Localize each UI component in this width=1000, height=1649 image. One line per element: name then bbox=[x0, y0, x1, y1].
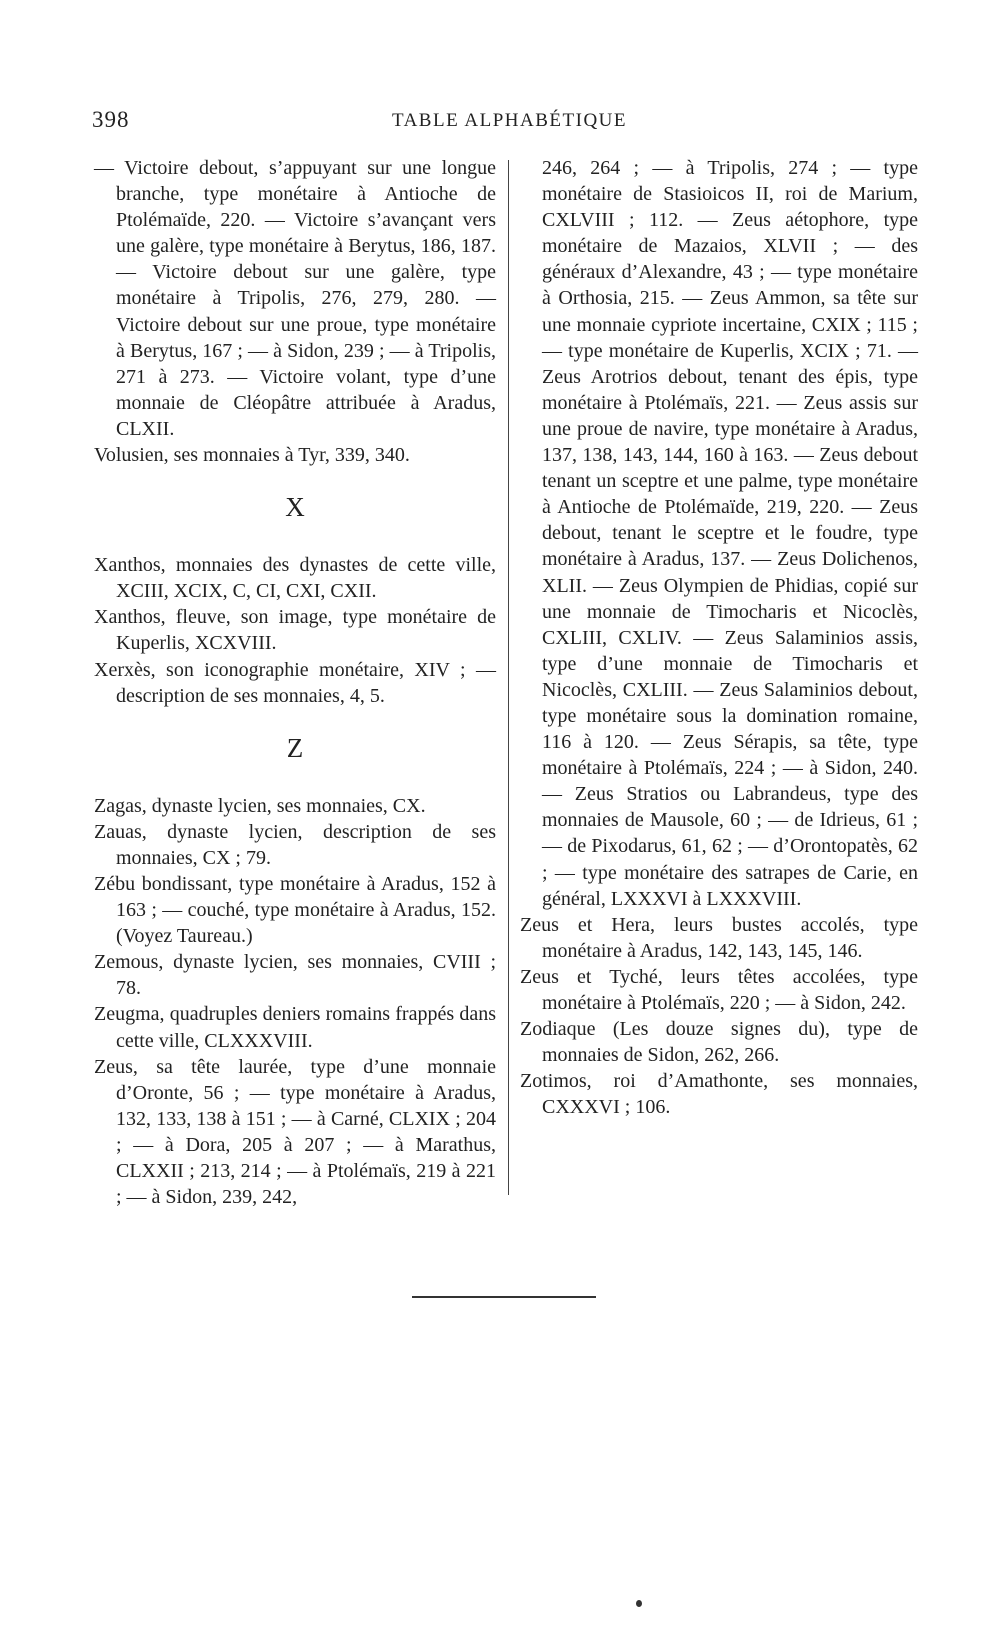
index-entry: Zeus, sa tête laurée, type d’une monnaie d’Oronte, 56 ; — type monétaire à Aradus, 132, 133, 138 à 151 ; — à Carné, CLXIX ; 204 ; — à Dora, 205 à 207 ; — à Marathus, CLXXII ; 213, 214 ; — à Ptolémaïs, 219 à 221 ; — à Sidon, 239, 242, bbox=[94, 1055, 496, 1209]
index-entry: Zagas, dynaste lycien, ses monnaies, CX. bbox=[94, 794, 426, 817]
index-entry: Zotimos, roi d’Amathonte, ses monnaies, CXXXVI ; 106. bbox=[520, 1070, 918, 1119]
index-entry: Zemous, dynaste lycien, ses monnaies, CVIII ; 78. bbox=[94, 951, 496, 1000]
index-entry-continued: 246, 264 ; — à Tripolis, 274 ; — type monétaire de Stasioicos II, roi de Marium, CXLVIII ; 112. — Zeus aétophore, type monétaire de Mazaios, XLVII ; — des généraux d’Alexandre, 43 ; — type monétaire à Orthosia, 215. — Zeus Ammon, sa tête sur une monnaie cypriote incertaine, CXIX ; 115 ; — type monétaire de Kuperlis, XCIX ; 71. — Zeus Arotrios debout, tenant des épis, type monétaire à Ptolémaïs, 221. — Zeus assis sur une proue de navire, type monétaire à Aradus, 137, 138, 143, 144, 160 à 163. — Zeus debout tenant un sceptre et une palme, type monétaire à Antioche de Ptolémaïde, 219, 220. — Zeus debout, tenant le sceptre et le foudre, type monétaire à Aradus, 137. — Zeus Dolichenos, XLII. — Zeus Olympien de Phidias, copié sur une monnaie de Timocharis et Nicoclès, CXLIII, CXLIV. — Zeus Salaminios assis, type d’une monnaie de Timocharis et Nicoclès, CXLIII. — Zeus Salaminios debout, type monétaire sous la domination romaine, 116 à 120. — Zeus Sérapis, sa tête, type monétaire à Ptolémaïs, 224 ; — à Sidon, 240. — Zeus Stratios ou Labrandeus, type des monnaies de Mausole, 60 ; — de Idrieus, 61 ; — de Pixodarus, 61, 62 ; — d’Orontopatès, 62 ; — type monétaire des satrapes de Carie, en général, LXXXVI à LXXXVIII. bbox=[542, 157, 918, 910]
left-column bbox=[94, 155, 496, 1210]
index-entry: Xerxès, son iconographie monétaire, XIV ; — description de ses monnaies, 4, 5. bbox=[94, 658, 496, 707]
index-entry: Zeus et Tyché, leurs têtes accolées, type monétaire à Ptolémaïs, 220 ; — à Sidon, 242. bbox=[520, 965, 918, 1014]
right-column bbox=[520, 155, 918, 1120]
index-entry: Zeugma, quadruples deniers romains frappés dans cette ville, CLXXXVIII. bbox=[94, 1003, 496, 1052]
index-entry: Zébu bondissant, type monétaire à Aradus, 152 à 163 ; — couché, type monétaire à Aradus, 152. (Voyez Taureau.) bbox=[94, 872, 496, 948]
index-entry: Zeus et Hera, leurs bustes accolés, type monétaire à Aradus, 142, 143, 145, 146. bbox=[520, 913, 918, 962]
index-entry: Zodiaque (Les douze signes du), type de monnaies de Sidon, 262, 266. bbox=[520, 1018, 918, 1067]
index-entry: Xanthos, monnaies des dynastes de cette ville, XCIII, XCIX, C, CI, CXI, CXII. bbox=[94, 554, 496, 603]
index-entry: Zauas, dynaste lycien, description de ses monnaies, CX ; 79. bbox=[94, 820, 496, 869]
end-rule bbox=[412, 1296, 596, 1298]
index-entry: — Victoire debout, s’appuyant sur une longue branche, type monétaire à Antioche de Ptolémaïde, 220. — Victoire s’avançant vers une galère, type monétaire à Berytus, 186, 187. — Victoire debout sur une galère, type monétaire à Tripolis, 276, 279, 280. — Victoire debout sur une proue, type monétaire à Berytus, 167 ; — à Sidon, 239 ; — à Tripolis, 271 à 273. — Victoire volant, type d’une monnaie de Cléopâtre attribuée à Aradus, CLXII. bbox=[94, 157, 496, 440]
section-letter-z: Z bbox=[286, 732, 304, 763]
section-letter-x: X bbox=[285, 492, 305, 523]
running-title: TABLE ALPHABÉTIQUE bbox=[392, 110, 627, 131]
index-entry: Xanthos, fleuve, son image, type monétaire de Kuperlis, XCXVIII. bbox=[94, 606, 496, 655]
column-divider bbox=[508, 160, 509, 1195]
page-number: 398 bbox=[92, 107, 130, 132]
index-entry: Volusien, ses monnaies à Tyr, 339, 340. bbox=[94, 444, 410, 467]
page-mark-dot bbox=[636, 1600, 642, 1607]
